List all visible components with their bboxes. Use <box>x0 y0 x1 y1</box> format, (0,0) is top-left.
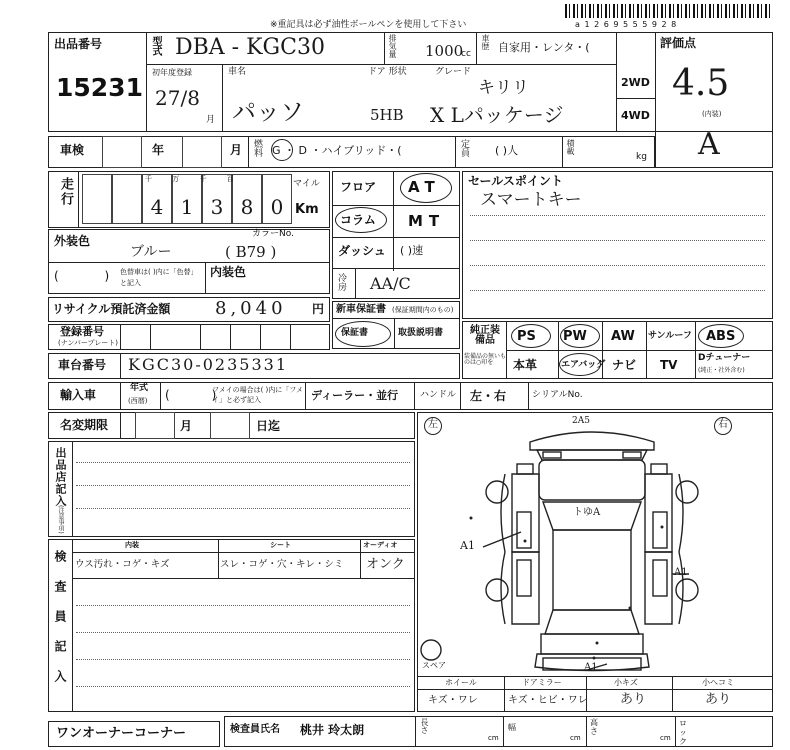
warranty-card-circle <box>335 321 391 347</box>
diagram-mark-rear: A1 <box>584 662 598 673</box>
equip-airbag-circle <box>559 353 601 376</box>
dim-height: 高さ <box>590 718 598 736</box>
import-year-label: 年式 <box>130 383 149 393</box>
bottom-val-mirror: キズ・ヒビ・ワレ <box>508 695 588 706</box>
capacity-label: 定員 <box>459 139 469 157</box>
load-label: 積載 <box>566 139 575 155</box>
import-dealer: ディーラー・並行 <box>311 389 399 402</box>
equipment-label: 純正装備品 <box>470 325 500 346</box>
name-change-day: 日迄 <box>256 419 281 433</box>
diagram-mark-left: A1 <box>460 539 475 552</box>
equip-abs: ABS <box>706 329 736 344</box>
recycle-label: リサイクル預託済金額 <box>52 302 171 316</box>
recycle-value: 8,040 <box>215 298 287 319</box>
shift-at-circle <box>400 173 452 203</box>
displacement-label: 排気量 <box>388 34 397 58</box>
shift-speed: ( )速 <box>400 244 424 257</box>
exhibitor-sub: (注意事項) <box>57 505 64 534</box>
equip-dtuner: Dチューナー <box>698 353 751 363</box>
ac-label: 冷房 <box>336 273 346 291</box>
equip-tv: TV <box>660 358 678 372</box>
bottom-head-mirror: ドアミラー <box>522 678 562 687</box>
registration-month: 月 <box>206 115 216 125</box>
odometer-digit <box>112 174 142 224</box>
equip-ps: PS <box>517 329 536 344</box>
barcode <box>565 4 770 18</box>
score-value: 4.5 <box>672 63 730 104</box>
import-handle-label: ハンドル <box>420 390 457 400</box>
bottom-head-wheel: ホイール <box>445 678 477 687</box>
exhibitor-block <box>48 441 415 537</box>
displacement-unit: cc <box>461 49 471 59</box>
warranty-label: 新車保証書 <box>336 304 386 315</box>
odometer-digit: 1 <box>172 174 202 224</box>
dim-length: 長さ <box>420 718 429 734</box>
warranty-card: 保証書 <box>341 328 369 338</box>
exterior-color-value: ブルー <box>130 244 172 260</box>
import-fumei: フメイの場合は( )内に「フメイ」と必ず記入 <box>212 386 303 404</box>
registration-value: 27/8 <box>155 86 200 110</box>
equip-leather: 本革 <box>513 358 538 372</box>
mileage-unit-mile: マイル <box>293 179 320 189</box>
equip-dtuner-sub: (純正・社外含む) <box>698 367 745 374</box>
barcode-number: a 1 2 6 9 5 5 5 9 2 8 <box>575 20 678 29</box>
door-shape-value: 5HB <box>370 106 404 124</box>
color-no-value: ( B79 ) <box>225 243 277 261</box>
bottom-val-wheel: キズ・ワレ <box>428 695 478 706</box>
import-year-sub: (西暦) <box>128 397 148 405</box>
inspector-seat-text: スレ・コゲ・穴・キレ・シミ <box>220 559 344 570</box>
equip-pw-circle <box>560 324 600 348</box>
equip-aw: AW <box>611 329 635 344</box>
name-change-label: 名変期限 <box>60 418 109 432</box>
exterior-color-label: 外装色 <box>54 234 91 248</box>
mileage-unit-km: Km <box>295 202 319 217</box>
shift-at: AT <box>408 178 441 196</box>
sales-points-label: セールスポイント <box>468 174 563 188</box>
equip-ps-circle <box>511 324 551 348</box>
dim-width-unit: cm <box>570 734 581 742</box>
usage-value: 自家用・レンタ・( <box>498 41 590 54</box>
warranty-manual: 取扱説明書 <box>398 328 444 338</box>
odometer-digit <box>82 174 112 224</box>
diagram-spare: スペア <box>422 661 446 670</box>
header-note: ※重記具は必ず油性ボールペンを使用して下さい <box>270 20 467 30</box>
dim-width: 幅 <box>508 723 516 732</box>
warranty-sub: (保証期間内のもの) <box>392 306 454 314</box>
interior-color-label: 内装色 <box>210 265 247 279</box>
score-label: 評価点 <box>660 36 697 50</box>
bottom-val-dent: あり <box>705 692 732 707</box>
inspector-label: 検査員記入 <box>53 550 67 700</box>
ac-value: AA/C <box>370 274 411 293</box>
inspection-label: 車検 <box>60 143 85 157</box>
import-serial: シリアルNo. <box>532 390 583 400</box>
diagram-mark-right: A1 <box>674 567 688 578</box>
drive-2wd: 2WD <box>621 76 650 89</box>
equip-sunroof: サンルーフ <box>648 331 692 341</box>
equipment-note: 装備品の無いものは○印を <box>464 353 507 366</box>
diagram-mark-center: トゆA <box>573 507 601 518</box>
vin-label: 車台番号 <box>58 358 107 372</box>
car-name-value: パッソ <box>232 98 304 126</box>
equip-pw: PW <box>563 329 587 344</box>
inspector-audio-text: オンク <box>366 557 405 572</box>
one-owner-label: ワンオーナーコーナー <box>56 726 187 741</box>
inspection-month: 月 <box>230 143 243 157</box>
import-row <box>48 382 773 410</box>
exhibitor-label: 出品店記入 <box>54 447 67 507</box>
vin-value: KGC30-0235331 <box>128 355 288 374</box>
color-change-note: 色替車は( )内に「色替」と記入 <box>120 268 198 287</box>
inspector-name-value: 桃井 玲太朗 <box>300 723 365 737</box>
fuel-options: G ・ D ・ハイブリッド・( <box>272 144 402 157</box>
inspector-name-label: 検査員氏名 <box>230 724 280 735</box>
equip-abs-circle <box>698 324 744 348</box>
import-handle-value: 左・右 <box>470 389 507 403</box>
dim-length-unit: cm <box>488 734 499 742</box>
car-name-label: 車名 <box>228 67 247 77</box>
grade-extra: キリリ <box>478 78 529 98</box>
shift-mt: MT <box>408 212 446 230</box>
sales-points-value: スマートキー <box>480 190 582 210</box>
drive-4wd: 4WD <box>621 109 650 122</box>
grade-label: グレード <box>435 67 472 77</box>
odometer-digit: 3 <box>202 174 232 224</box>
bottom-val-scratch: あり <box>620 692 647 707</box>
model-label: 型式 <box>150 36 161 56</box>
fuel-label: 燃料 <box>252 139 262 157</box>
registration-label: 初年度登録 <box>152 68 192 77</box>
equip-airbag: エアバッグ <box>561 360 606 370</box>
displacement-value: 1000 <box>425 42 464 60</box>
shift-floor: フロア <box>340 180 377 194</box>
diagram-right: 右 <box>718 419 728 430</box>
capacity-value: ( )人 <box>495 144 519 157</box>
inspector-audio-head: オーディオ <box>363 541 398 549</box>
lot-label: 出品番号 <box>54 37 103 51</box>
model-value: DBA - KGC30 <box>175 35 325 60</box>
load-unit: kg <box>636 152 647 162</box>
interior-score-label: (内装) <box>702 110 722 118</box>
import-year-paren: ( ) <box>165 388 217 402</box>
grade-value: X Lパッケージ <box>430 103 564 127</box>
inspector-seat-head: シート <box>270 541 291 549</box>
dim-lock: ロック <box>679 719 687 746</box>
bottom-head-dent: 小ヘコミ <box>702 678 734 687</box>
odometer-digit: 8 <box>232 174 262 224</box>
plate-sub: (ナンバープレート) <box>58 339 118 347</box>
shift-column: コラム <box>340 213 376 227</box>
color-change-paren: ( ) <box>54 269 110 283</box>
mileage-label: 走行 <box>58 177 73 207</box>
inspection-year: 年 <box>152 143 165 157</box>
interior-score-box <box>655 98 773 168</box>
name-change-month: 月 <box>180 419 193 433</box>
odometer-marks: 千 万 千 百 <box>145 175 234 183</box>
import-label: 輸入車 <box>60 388 97 402</box>
diagram-left: 左 <box>428 419 438 430</box>
interior-score-value: A <box>698 127 720 162</box>
odometer-digit: 4 <box>142 174 172 224</box>
plate-label: 登録番号 <box>60 325 104 338</box>
fuel-g-circle <box>271 139 293 161</box>
inspector-interior-text: ウス汚れ・コゲ・キズ <box>75 559 170 570</box>
equip-navi: ナビ <box>612 358 637 372</box>
shift-column-circle <box>335 207 387 233</box>
color-no-label: カラーNo. <box>252 229 294 239</box>
dim-height-unit: cm <box>660 734 671 742</box>
diagram-mark-roof-top: 2A5 <box>572 416 590 426</box>
bottom-head-scratch: 小キズ <box>614 678 638 687</box>
inspector-interior-head: 内装 <box>125 541 139 549</box>
recycle-unit: 円 <box>312 302 325 316</box>
door-shape-label: ドア 形状 <box>368 67 407 77</box>
lot-number: 15231 <box>56 73 143 102</box>
shift-dash: ダッシュ <box>338 244 386 258</box>
odometer-digit: 0 <box>262 174 292 224</box>
usage-label: 車歴 <box>481 34 490 50</box>
